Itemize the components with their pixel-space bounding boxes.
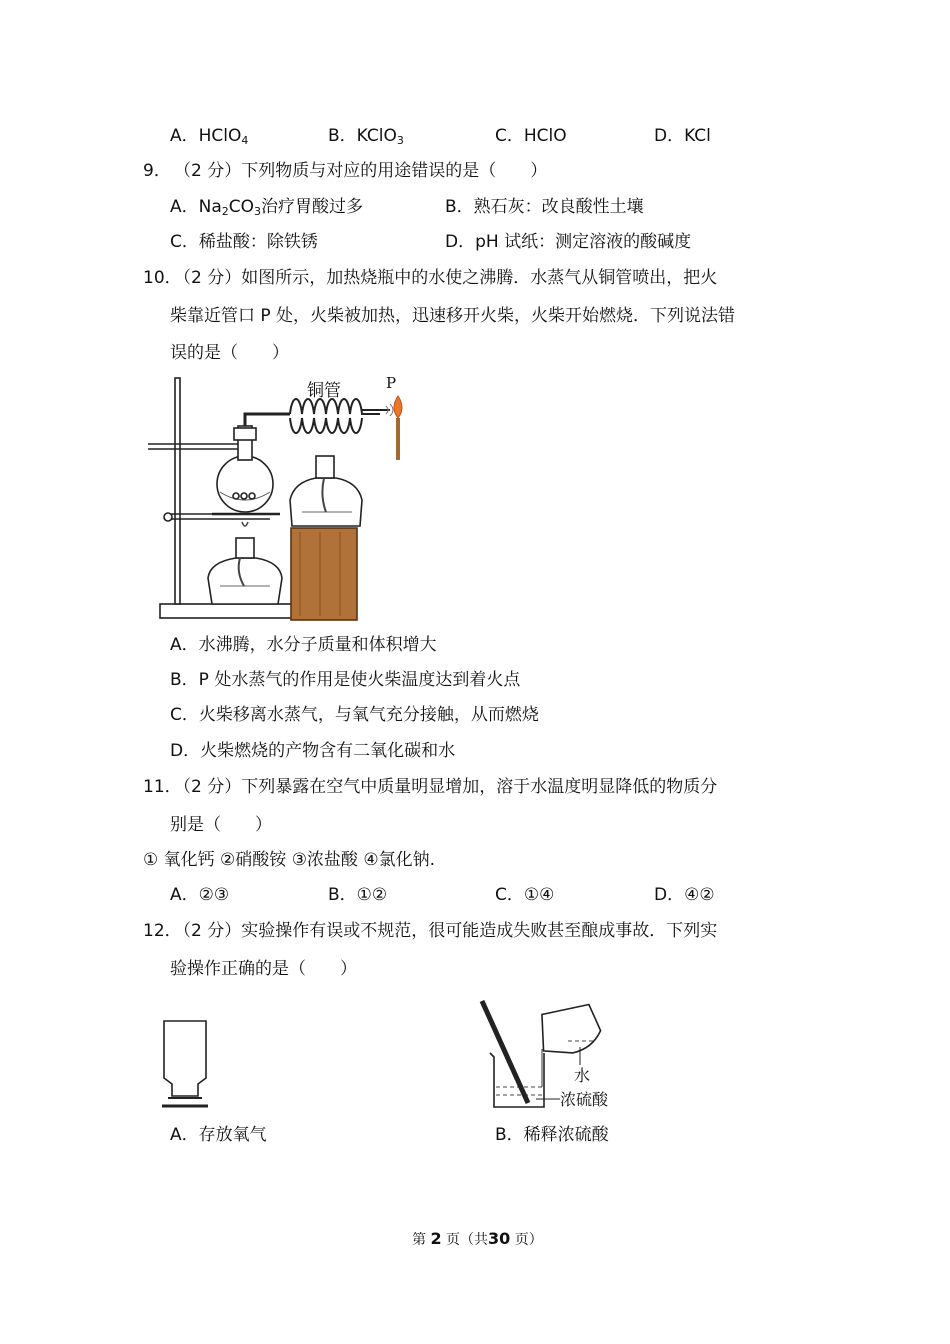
- q10-stem-line2: 柴靠近管口 P 处，火柴被加热，迅速移开火柴，火柴开始燃烧．下列说法错: [170, 306, 736, 326]
- label-p: P: [386, 374, 397, 392]
- page-footer: 第 2 页（共30 页）: [412, 1229, 543, 1248]
- q9-number: 9．: [143, 161, 171, 181]
- q8-option-a: A．HClO$_4$: [170, 126, 249, 147]
- gas-jar-figure: [158, 1018, 212, 1110]
- q12-stem-line2: 验操作正确的是（ ）: [170, 959, 357, 979]
- q11-number: 11．: [143, 777, 182, 797]
- label-copper-tube: 铜管: [307, 381, 341, 401]
- dilute-acid-figure: [476, 995, 626, 1113]
- q8-option-d: D．KCl: [654, 126, 711, 146]
- copper-tube: [245, 414, 290, 426]
- q9-stem: （2 分）下列物质与对应的用途错误的是（ ）: [174, 161, 548, 181]
- q9-option-b: B．熟石灰：改良酸性土壤: [445, 197, 644, 217]
- q11-option-d: D．④②: [654, 885, 715, 905]
- q12-caption-a: A．存放氧气: [170, 1125, 267, 1145]
- pouring-beaker: [536, 1003, 604, 1059]
- q11-option-b: B．①②: [328, 885, 388, 905]
- stand-rod: [175, 378, 180, 604]
- q10-option-d: D．火柴燃烧的产物含有二氧化碳和水: [170, 741, 456, 761]
- boiling-flask-apparatus-figure: [140, 372, 430, 624]
- q12-number: 12．: [143, 921, 182, 941]
- q11-stem-line1: （2 分）下列暴露在空气中质量明显增加，溶于水温度明显降低的物质分: [174, 777, 718, 797]
- q9-option-a: A．$Na_2CO_3$治疗胃酸过多: [170, 197, 364, 218]
- q8-option-c: C．HClO: [495, 126, 567, 146]
- q11-option-c: C．①④: [495, 885, 555, 905]
- label-water: 水: [574, 1066, 591, 1085]
- q12-stem-line1: （2 分）实验操作有误或不规范，很可能造成失败甚至酿成事故．下列实: [174, 921, 718, 941]
- q10-option-c: C．火柴移离水蒸气，与氧气充分接触，从而燃烧: [170, 705, 539, 725]
- q12-caption-b: B．稀释浓硫酸: [495, 1125, 609, 1145]
- lower-alcohol-burner: [208, 558, 282, 604]
- q10-option-a: A．水沸腾，水分子质量和体积增大: [170, 635, 437, 655]
- match-flame: [394, 396, 402, 418]
- round-bottom-flask: [217, 456, 273, 512]
- q10-stem-line1: （2 分）如图所示，加热烧瓶中的水使之沸腾．水蒸气从铜管喷出，把火: [174, 268, 718, 288]
- wooden-block: [291, 528, 357, 620]
- q11-stem-line2: 别是（ ）: [170, 815, 272, 835]
- q9-option-c: C．稀盐酸：除铁锈: [170, 232, 318, 252]
- label-conc-acid: 浓硫酸: [560, 1090, 609, 1109]
- right-alcohol-burner: [290, 478, 362, 526]
- q10-option-b: B．P 处水蒸气的作用是使火柴温度达到着火点: [170, 670, 521, 690]
- q10-number: 10．: [143, 268, 182, 288]
- q11-items: ① 氧化钙 ②硝酸铵 ③浓盐酸 ④氯化钠.: [143, 850, 435, 870]
- q11-option-a: A．②③: [170, 885, 230, 905]
- q9-option-d: D．pH 试纸：测定溶液的酸碱度: [445, 232, 692, 252]
- q8-option-b: B．KClO$_3$: [328, 126, 404, 147]
- q10-stem-line3: 误的是（ ）: [170, 343, 289, 363]
